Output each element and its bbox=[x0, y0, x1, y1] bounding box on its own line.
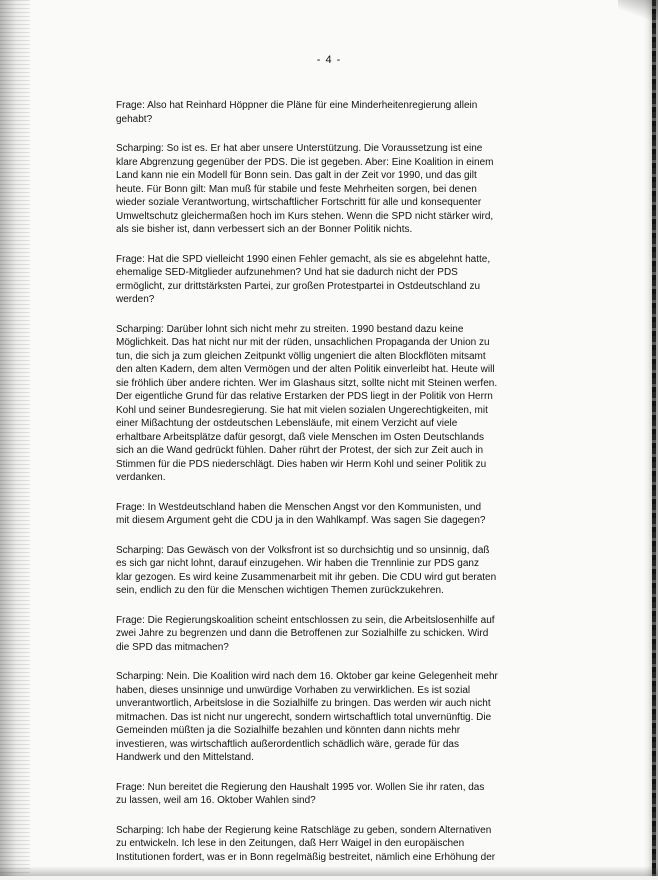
scan-edge-right-bar bbox=[652, 0, 656, 876]
paragraph-answer: Scharping: Das Gewäsch von der Volksfront ist so durchsichtig und so unsinnig, daß es sich gar nicht lohnt, darauf einzugehen. Wir haben die Trennlinie zur PDS ganz klar gezogen. Es wird keine Zusammenarbeit mit ihr geben. Die CDU wird gut beraten sein, endlich zu den für die Menschen wichtigen Themen zurückzukehren. bbox=[116, 544, 497, 596]
paragraph-answer: Scharping: Nein. Die Koalition wird nach dem 16. Oktober gar keine Gelegenheit mehr haben, dieses unsinnige und unwürdige Vorhaben zu verwirklichen. Es ist sozial unverantwortlich, Arbeitslose in die Sozialhilfe zu bringen. Das werden wir auch nicht mitmachen. Das ist nicht nur ungerecht, sondern wirtschaftlich total unvernünftig. Die Gemeinden müßten ja die Sozialhilfe bezahlen und könnten dann nichts mehr investieren, was wirtschaftlich außerordentlich schädlich wäre, gerade für das Handwerk und den Mittelstand. bbox=[116, 671, 498, 763]
paragraph-question: Frage: Also hat Reinhard Höppner die Pläne für eine Minderheitenregierung allein gehabt? bbox=[116, 100, 478, 125]
interview-text bbox=[116, 99, 546, 880]
paragraph-question: Frage: Die Regierungskoalition scheint entschlossen zu sein, die Arbeitslosenhilfe auf zwei Jahre zu begrenzen und dann die Betroffenen zur Sozialhilfe zu schicken. Wird die SPD das mitmachen? bbox=[116, 614, 495, 653]
paragraph-question: Frage: In Westdeutschland haben die Menschen Angst vor den Kommunisten, und mit diesem Argument geht die CDU ja in den Wahlkampf. Was sagen Sie dagegen? bbox=[116, 501, 486, 526]
paragraph-answer: Scharping: Ich habe der Regierung keine Ratschläge zu geben, sondern Alternativen zu entwickeln. Ich lese in den Zeitungen, daß Herr Waigel in den europäischen Institutionen fordert, was er in Bonn regelmäßig bestreitet, nämlich eine Erhöhung der bbox=[116, 824, 496, 863]
paragraph-answer: Scharping: Darüber lohnt sich nicht mehr zu streiten. 1990 bestand dazu keine Möglichkeit. Das hat nicht nur mit der rüden, unsachlichen Propaganda der Union zu tun, die sich ja zum gleichen Zeitpunkt völlig ungeniert die alten Blockflöten mitsamt den alten Kadern, dem alten Vermögen und der alten Politik einverleibt hat. Heute will sie fröhlich über andere richten. Wer im Glashaus sitzt, sollte nicht mit Steinen werfen. Der eigentliche Grund für das relative Erstarken der PDS liegt in der Politik von Herrn Kohl und seiner Bundesregierung. Sie hat mit vielen sozialen Ungerechtigkeiten, mit einer Mißachtung der ostdeutschen Lebensläufe, mit einem Verzicht auf viele erhaltbare Arbeitsplätze dafür gesorgt, daß viele Menschen im Osten Deutschlands sich an die Wand gedrückt fühlen. Daher rührt der Protest, der sich zur Zeit auch in Stimmen für die PDS niederschlägt. Dies haben wir Herrn Kohl und seiner Politik zu verdanken. bbox=[116, 323, 498, 483]
page-number: - 4 - bbox=[316, 54, 342, 66]
paragraph-answer: Scharping: So ist es. Er hat aber unsere Unterstützung. Die Voraussetzung ist eine klare Abgrenzung gegenüber der PDS. Die ist gegeben. Aber: Eine Koalition in einem Land kann nie ein Modell für Bonn sein. Das galt in der Zeit vor 1990, und das gilt heute. Für Bonn gilt: Man muß für stabile und feste Mehrheiten sorgen, bei denen wieder soziale Verantwortung, wirtschaftlicher Fortschritt für alle und konsequenter Umweltschutz gleichermaßen hoch im Kurs stehen. Wenn die SPD nicht stärker wird, als sie bisher ist, dann verbessert sich an der Bonner Politik nichts. bbox=[116, 143, 494, 235]
paragraph-question: Frage: Hat die SPD vielleicht 1990 einen Fehler gemacht, als sie es abgelehnt hatte, ehemalige SED-Mitglieder aufzunehmen? Und hat sie dadurch nicht der PDS ermöglicht, zur drittstärksten Partei, zur großen Protestpartei in Ostdeutschland zu werden? bbox=[116, 253, 491, 305]
paragraph-question: Frage: Nun bereitet die Regierung den Haushalt 1995 vor. Wollen Sie ihr raten, das zu lassen, weil am 16. Oktober Wahlen sind? bbox=[116, 781, 485, 806]
scan-edge-left bbox=[0, 0, 30, 876]
